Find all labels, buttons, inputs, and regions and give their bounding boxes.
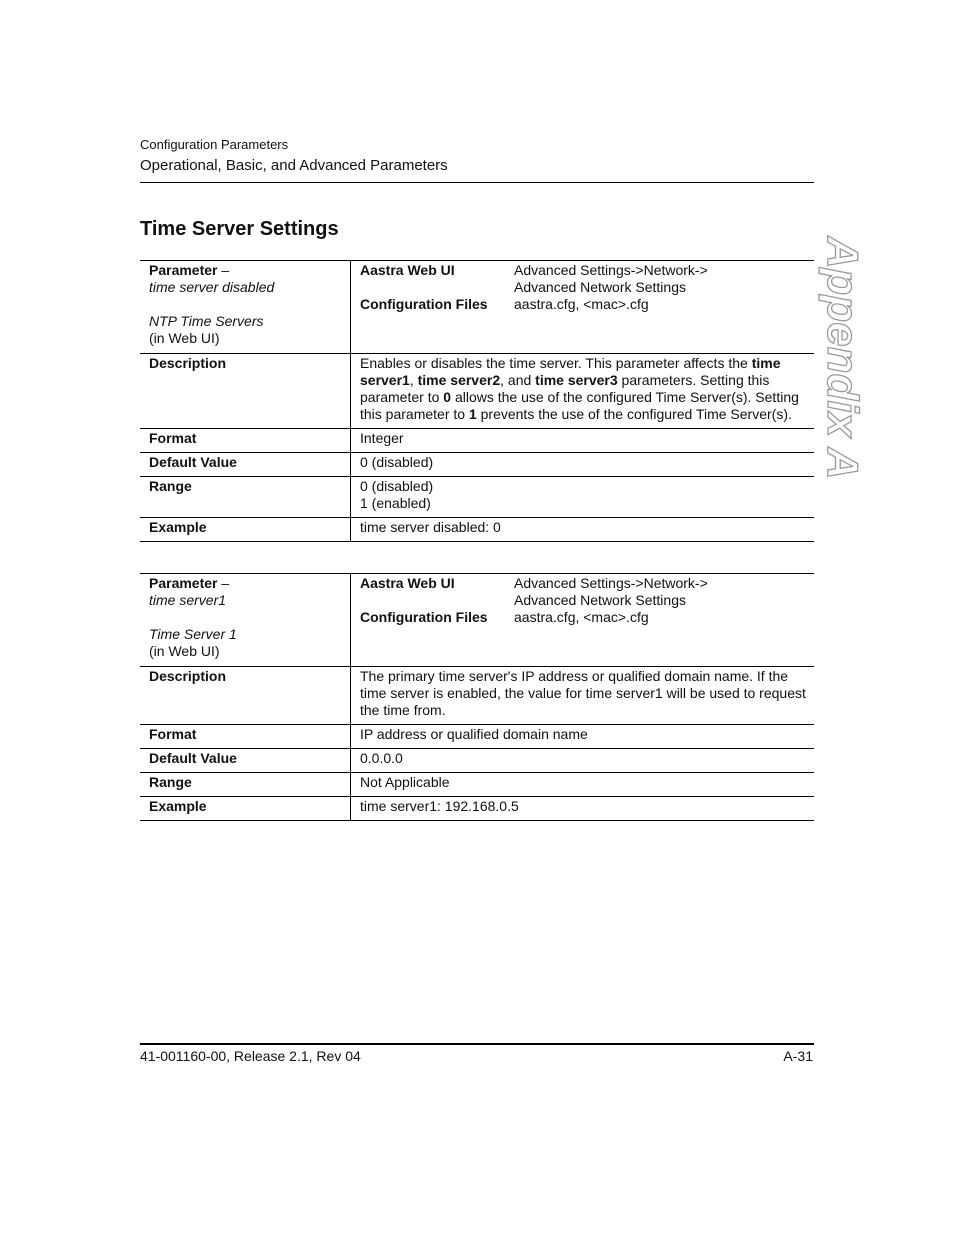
dash: – [217, 262, 230, 278]
running-header-chapter: Configuration Parameters [140, 137, 289, 152]
web-path-2: Advanced Network Settings [514, 592, 686, 608]
in-web-ui-note: (in Web UI) [149, 330, 220, 346]
table-row [140, 773, 814, 797]
range-label: Range [140, 773, 351, 797]
desc-text: , and [500, 372, 536, 388]
param-label: Parameter [149, 575, 218, 591]
default-value-label: Default Value [140, 453, 351, 477]
example-value: time server1: 192.168.0.5 [351, 797, 815, 821]
config-files-label: Configuration Files [360, 296, 488, 312]
aastra-web-ui-label: Aastra Web UI [360, 262, 455, 278]
range-option: 1 (enabled) [360, 495, 431, 511]
table-row [140, 354, 814, 429]
table-row [140, 797, 814, 821]
format-label: Format [140, 429, 351, 453]
table-row [140, 477, 814, 518]
range-label: Range [140, 477, 351, 518]
description-value [351, 354, 815, 429]
desc-text: Enables or disables the time server. This parameter affects the [360, 355, 752, 371]
web-path-2: Advanced Network Settings [514, 279, 686, 295]
desc-bold: 0 [443, 389, 452, 405]
footer-doc-id: 41-001160-00, Release 2.1, Rev 04 [140, 1048, 361, 1064]
desc-bold: time server1 [360, 355, 781, 388]
table-row [140, 749, 814, 773]
param-name: time server1 [149, 592, 227, 608]
table-row [140, 261, 814, 354]
desc-text: , [409, 372, 418, 388]
config-files: aastra.cfg, <mac>.cfg [514, 296, 649, 312]
desc-text: prevents the use of the configured Time Server(s). [476, 406, 792, 422]
range-value: Not Applicable [351, 773, 815, 797]
desc-text: allows the use of the configured Time Server(s). Setting this parameter to [360, 389, 799, 422]
desc-bold: 1 [468, 406, 477, 422]
web-path-1: Advanced Settings->Network-> [514, 262, 708, 278]
desc-bold: time server2 [417, 372, 501, 388]
aastra-web-ui-label: Aastra Web UI [360, 575, 455, 591]
range-option: 0 (disabled) [360, 478, 434, 494]
range-value [351, 477, 815, 518]
in-web-ui-note: (in Web UI) [149, 643, 220, 659]
default-value-label: Default Value [140, 749, 351, 773]
table-row [140, 725, 814, 749]
example-value: time server disabled: 0 [351, 518, 815, 542]
table-row [140, 667, 814, 725]
footer-rule [140, 1043, 814, 1045]
param-table-time-server-disabled [140, 260, 814, 542]
location-cell [351, 574, 815, 667]
config-files-label: Configuration Files [360, 609, 488, 625]
param-cell [140, 574, 351, 667]
table-row [140, 518, 814, 542]
param-name: time server disabled [149, 279, 275, 295]
side-tab [812, 236, 872, 480]
description-value: The primary time server's IP address or qualified domain name. If the time server is enabled, the value for time server1 will be used to request the time from. [351, 667, 815, 725]
description-label: Description [140, 354, 351, 429]
header-rule [140, 182, 814, 183]
example-label: Example [140, 797, 351, 821]
web-ui-name: NTP Time Servers [149, 313, 264, 329]
dash: – [217, 575, 230, 591]
default-value: 0.0.0.0 [351, 749, 815, 773]
param-table-time-server1 [140, 573, 814, 821]
web-path-1: Advanced Settings->Network-> [514, 575, 708, 591]
format-label: Format [140, 725, 351, 749]
default-value: 0 (disabled) [351, 453, 815, 477]
format-value: Integer [351, 429, 815, 453]
table-row [140, 429, 814, 453]
table-row [140, 574, 814, 667]
desc-text: parameters. Setting this parameter to [360, 372, 770, 405]
desc-bold: time server3 [535, 372, 618, 388]
section-title: Time Server Settings [140, 218, 339, 240]
page-number: A-31 [783, 1048, 813, 1064]
web-ui-name: Time Server 1 [149, 626, 237, 642]
side-tab-label: Appendix A [818, 236, 867, 480]
example-label: Example [140, 518, 351, 542]
format-value: IP address or qualified domain name [351, 725, 815, 749]
location-cell [351, 261, 815, 354]
param-label: Parameter [149, 262, 218, 278]
config-files: aastra.cfg, <mac>.cfg [514, 609, 649, 625]
description-label: Description [140, 667, 351, 725]
table-row [140, 453, 814, 477]
param-cell [140, 261, 351, 354]
running-header-section: Operational, Basic, and Advanced Parameters [140, 157, 448, 174]
